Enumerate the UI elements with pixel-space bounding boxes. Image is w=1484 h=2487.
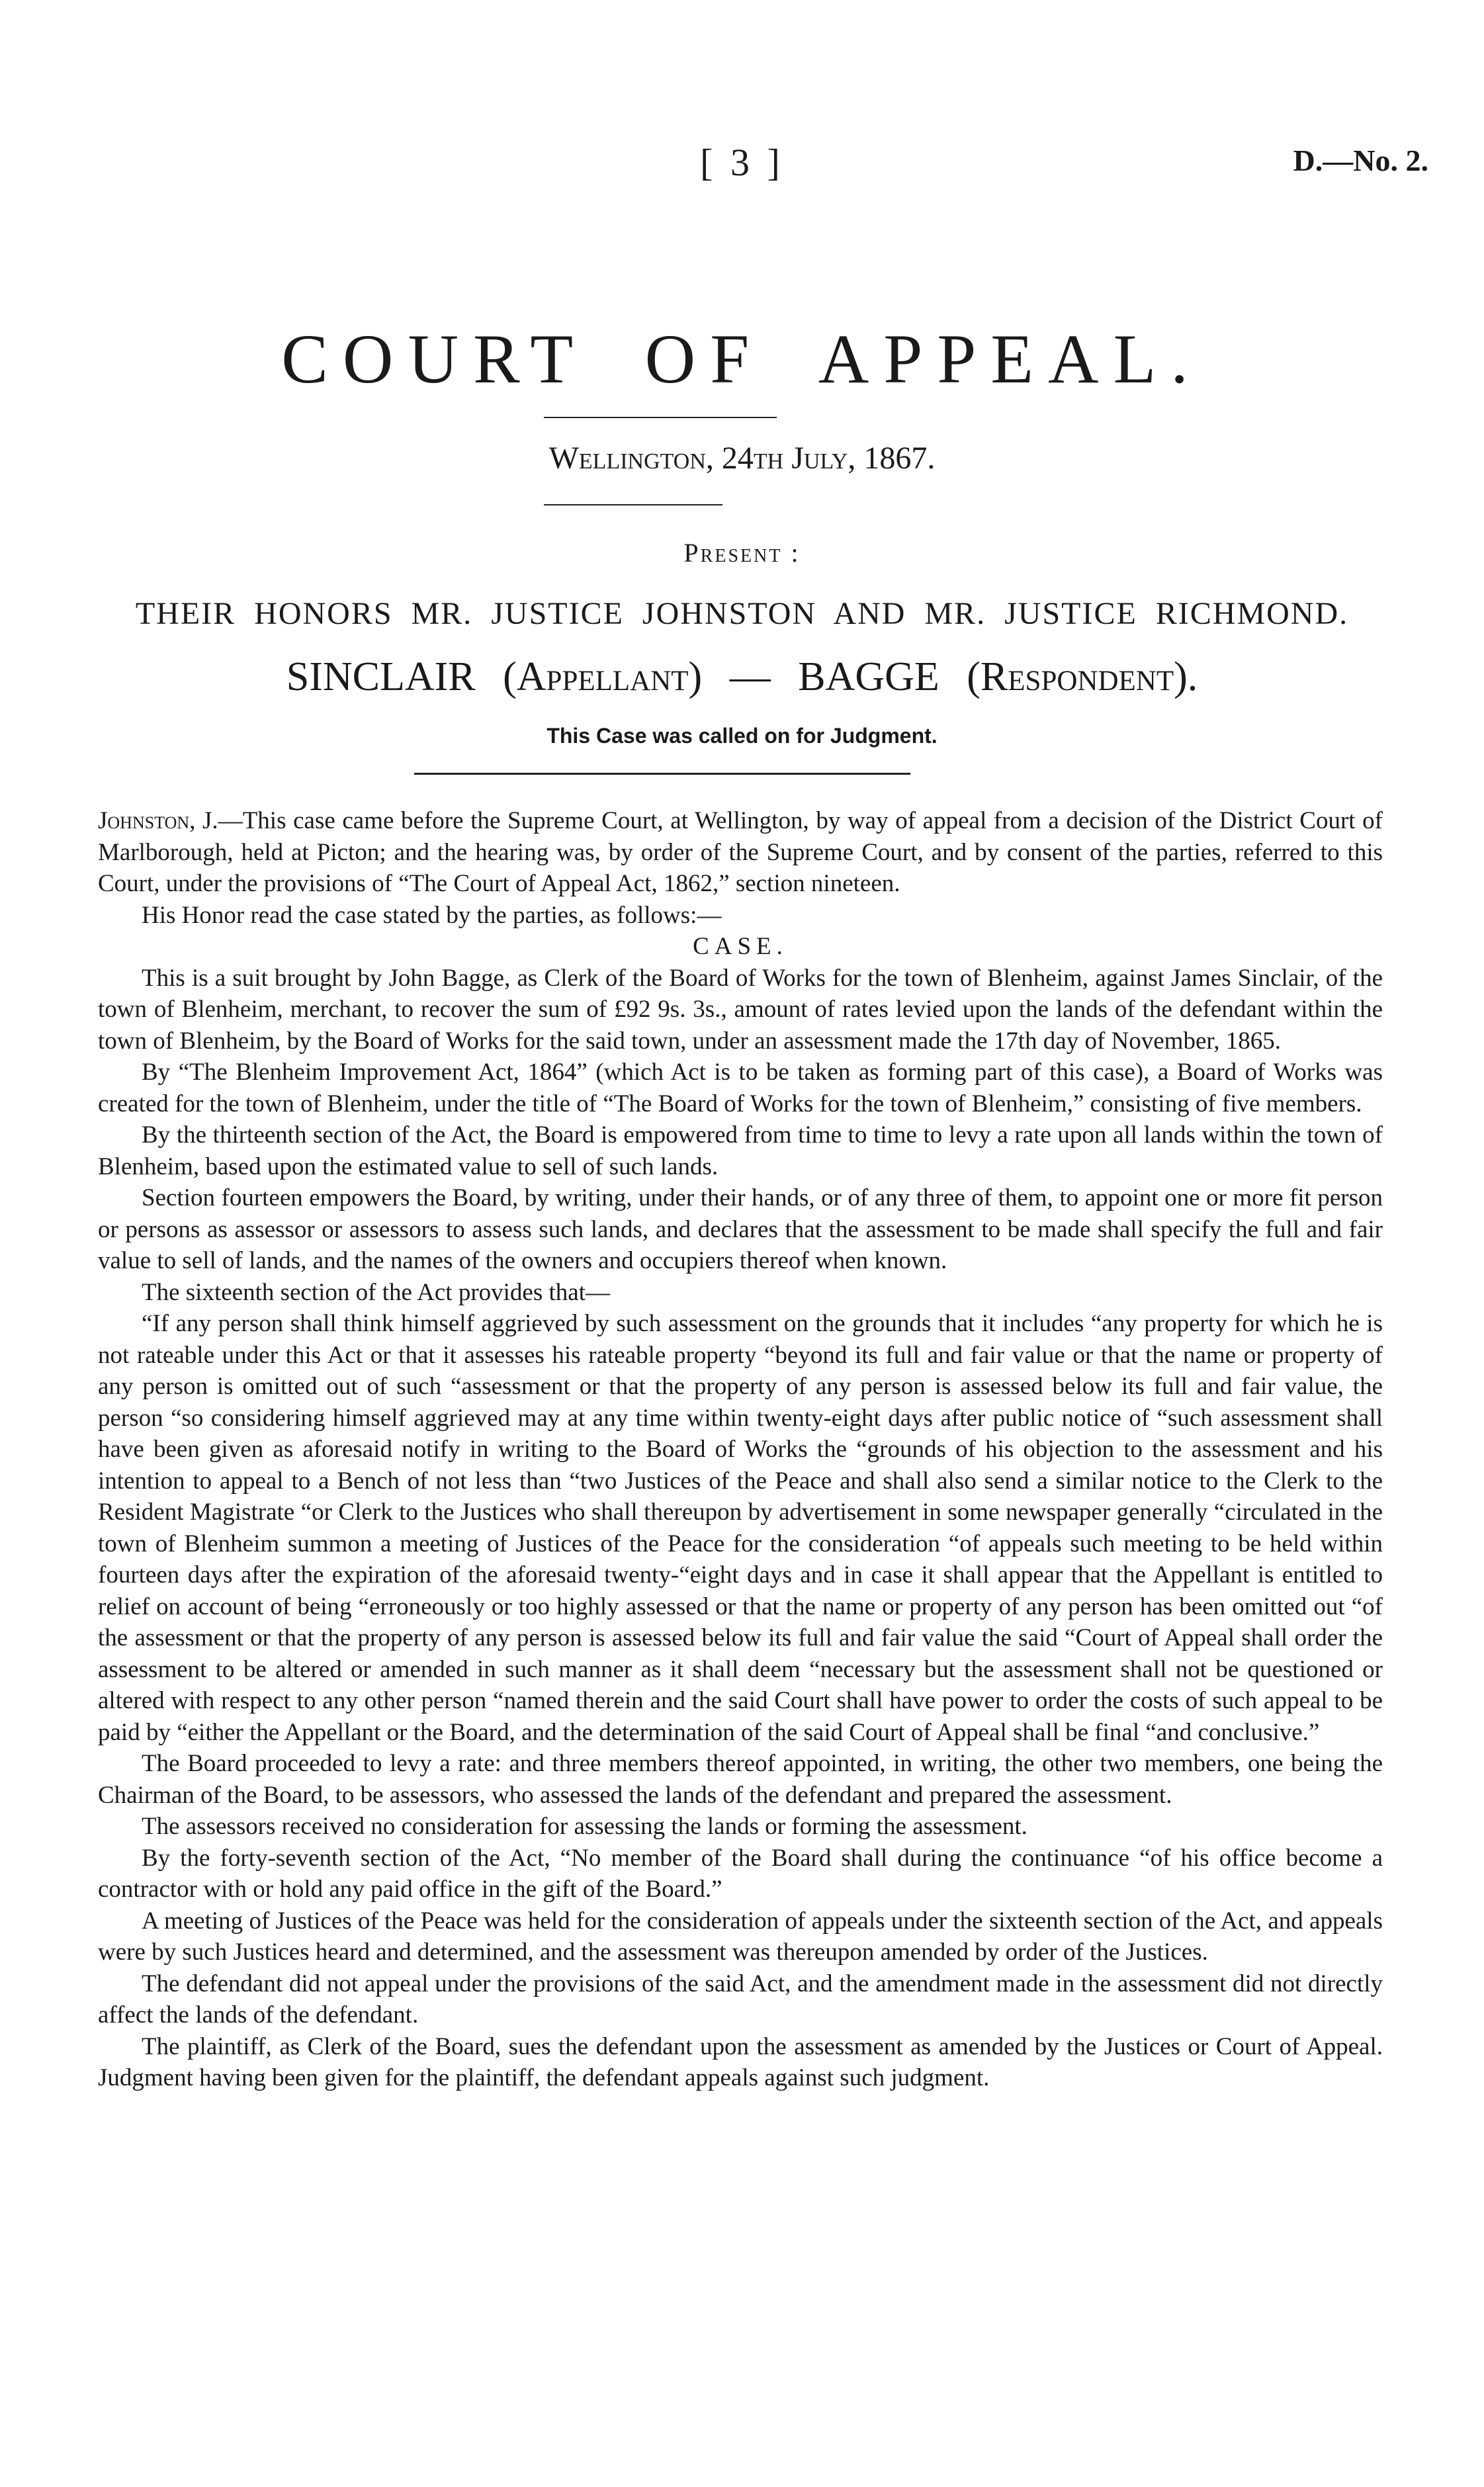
- present-label: Present :: [683, 538, 801, 568]
- ornamental-rule-2: [544, 504, 722, 505]
- paragraph-5: By the thirteenth section of the Act, the Board is empowered from time to time to levy a rate upon all lands within the town of Blenheim, based upon the estimated value to sell of such lands.: [98, 1121, 1383, 1180]
- ornamental-rule-1: [544, 417, 777, 418]
- court-title: COURT OF APPEAL.: [281, 320, 1203, 398]
- place-and-date: Wellington, 24th July, 1867.: [548, 441, 936, 476]
- page-number: [ 3 ]: [700, 141, 784, 184]
- paragraph-12: A meeting of Justices of the Peace was held for the consideration of appeals under the sixteenth section of the Act, and appeals were by such Justices heard and determined, and the assessment was thereupon amended by order of the Justices.: [98, 1907, 1383, 1966]
- called-note: This Case was called on for Judgment.: [546, 724, 938, 748]
- paragraph-14: The plaintiff, as Clerk of the Board, sues the defendant upon the assessment as amended by the Justices or Court of Appeal. Judgment having been given for the plaintiff, the defendant appeals against such judgment.: [98, 2032, 1383, 2091]
- paragraph-2: His Honor read the case stated by the parties, as follows:—: [142, 901, 722, 929]
- party-separator: —: [729, 654, 771, 699]
- judges-present: THEIR HONORS MR. JUSTICE JOHNSTON AND MR. JUSTICE RICHMOND.: [135, 596, 1349, 631]
- paragraph-1: [98, 805, 1383, 900]
- judgment-body: [98, 805, 1383, 2094]
- case-parties: [0, 654, 1484, 701]
- paragraph-6: Section fourteen empowers the Board, by writing, under their hands, or of any three of them, to appoint one or more fit person or persons as assessor or assessors to assess such lands, and declares that the assessment to be made shall specify the full and fair value to sell of lands, and the names of the owners and occupiers thereof when known.: [98, 1184, 1383, 1274]
- paragraph-1-text: —This case came before the Supreme Court, at Wellington, by way of appeal from a decision of the District Court of Marlborough, held at Picton; and the hearing was, by order of the Supreme Court, and by consent of the parties, referred to this Court, under the provisions of “The Court of Appeal Act, 1862,” section nineteen.: [98, 807, 1383, 897]
- paragraph-7: The sixteenth section of the Act provides that—: [142, 1278, 610, 1306]
- respondent-name: BAGGE: [798, 654, 939, 699]
- paragraph-11: By the forty-seventh section of the Act, “No member of the Board shall during the continuance “of his office become a contractor with or hold any paid office in the gift of the Board.”: [98, 1844, 1383, 1903]
- respondent-role: (Respondent).: [967, 654, 1198, 699]
- case-heading: CASE.: [693, 933, 788, 960]
- judge-name: Johnston, J.: [98, 807, 218, 834]
- paragraph-10: The assessors received no consideration for assessing the lands or forming the assessment.: [142, 1813, 1027, 1840]
- appellant-role: (Appellant): [503, 654, 703, 699]
- paragraph-13: The defendant did not appeal under the provisions of the said Act, and the amendment made in the assessment did not directly affect the lands of the defendant.: [98, 1970, 1383, 2029]
- statute-quotation: “If any person shall think himself aggrieved by such assessment on the grounds that it includes “any property for which he is not rateable under this Act or that it assesses his rateable property “beyond its full and fair value or that the name or property of any person is omitted out of such “assessment or that the property of any person is assessed below its full and fair value, the person “so considering himself aggrieved may at any time within twenty-eight days after public notice of “such assessment shall have been given as aforesaid notify in writing to the Board of Works the “grounds of his objection to the assessment and his intention to appeal to a Bench of not less than “two Justices of the Peace and shall also send a similar notice to the Clerk to the Resident Magistrate “or Clerk to the Justices who shall thereupon by advertisement in some newspaper generally “circulated in the town of Blenheim summon a meeting of Justices of the Peace for the consideration “of appeals such meeting to be held within fourteen days after the expiration of the aforesaid twenty-“eight days and in case it shall appear that the Appellant is entitled to relief on account of being “erroneously or too highly assessed or that the name or property of any person has been omitted out “of the assessment or that the property of any person is assessed below its full and fair value the said “Court of Appeal shall order the assessment to be altered or amended in such manner as it shall deem “necessary but the assessment shall not be questioned or altered with respect to any other person “named therein and the said Court shall have power to order the costs of such appeal to be paid by “either the Appellant or the Board, and the determination of the said Court of Appeal shall be final “and conclusive.”: [98, 1310, 1383, 1746]
- section-rule: [414, 773, 910, 775]
- document-reference: D.—No. 2.: [1293, 144, 1428, 177]
- paragraph-3: This is a suit brought by John Bagge, as Clerk of the Board of Works for the town of Blenheim, against James Sinclair, of the town of Blenheim, merchant, to recover the sum of £92 9s. 3s., amount of rates levied upon the lands of the defendant within the town of Blenheim, by the Board of Works for the said town, under an assessment made the 17th day of November, 1865.: [98, 964, 1383, 1055]
- appellant-name: SINCLAIR: [286, 654, 476, 699]
- paragraph-4: By “The Blenheim Improvement Act, 1864” (which Act is to be taken as forming part of this case), a Board of Works was created for the town of Blenheim, under the title of “The Board of Works for the town of Blenheim,” consisting of five members.: [98, 1059, 1383, 1117]
- paragraph-9: The Board proceeded to levy a rate: and three members thereof appointed, in writing, the other two members, one being the Chairman of the Board, to be assessors, who assessed the lands of the defendant and prepared the assessment.: [98, 1750, 1383, 1809]
